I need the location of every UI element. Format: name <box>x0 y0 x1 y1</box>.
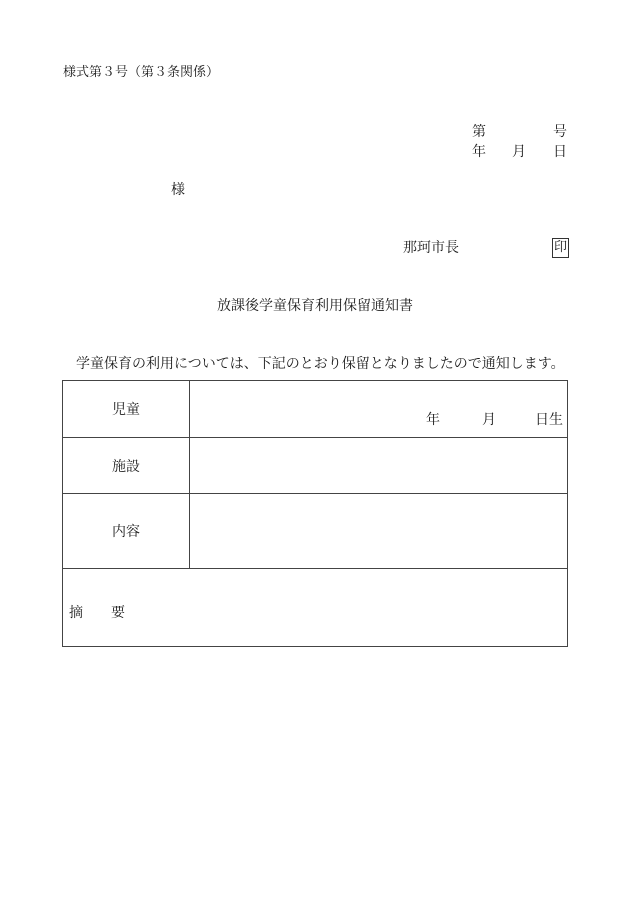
document-number-suffix: 号 <box>553 124 567 140</box>
content-label: 内容 <box>63 494 190 569</box>
date-month-label: 月 <box>512 144 526 160</box>
table-row-facility <box>63 438 568 494</box>
child-label: 児童 <box>63 381 190 438</box>
birth-year-label: 年 <box>426 412 440 428</box>
document-number-label: 第 <box>472 124 486 140</box>
remarks-label: 摘 要 <box>69 605 125 621</box>
date-day-label: 日 <box>553 144 567 160</box>
birth-month-label: 月 <box>482 412 496 428</box>
seal-mark: 印 <box>552 238 569 258</box>
issuer-name: 那珂市長 <box>403 240 459 256</box>
remarks-cell <box>63 569 568 647</box>
facility-value-cell <box>190 438 568 494</box>
date-year-label: 年 <box>472 144 486 160</box>
table-row-content <box>63 494 568 569</box>
facility-label: 施設 <box>63 438 190 494</box>
content-value-cell <box>190 494 568 569</box>
document-title: 放課後学童保育利用保留通知書 <box>217 298 413 314</box>
child-value-cell <box>190 381 568 438</box>
form-number: 様式第３号（第３条関係） <box>63 65 220 80</box>
birth-day-label: 日生 <box>535 412 563 428</box>
table-row-child <box>63 381 568 438</box>
notice-body-text: 学童保育の利用については、下記のとおり保留となりましたので通知します。 <box>76 356 565 372</box>
notice-table <box>62 380 568 647</box>
addressee-honorific: 様 <box>171 182 185 198</box>
table-row-remarks <box>63 569 568 647</box>
